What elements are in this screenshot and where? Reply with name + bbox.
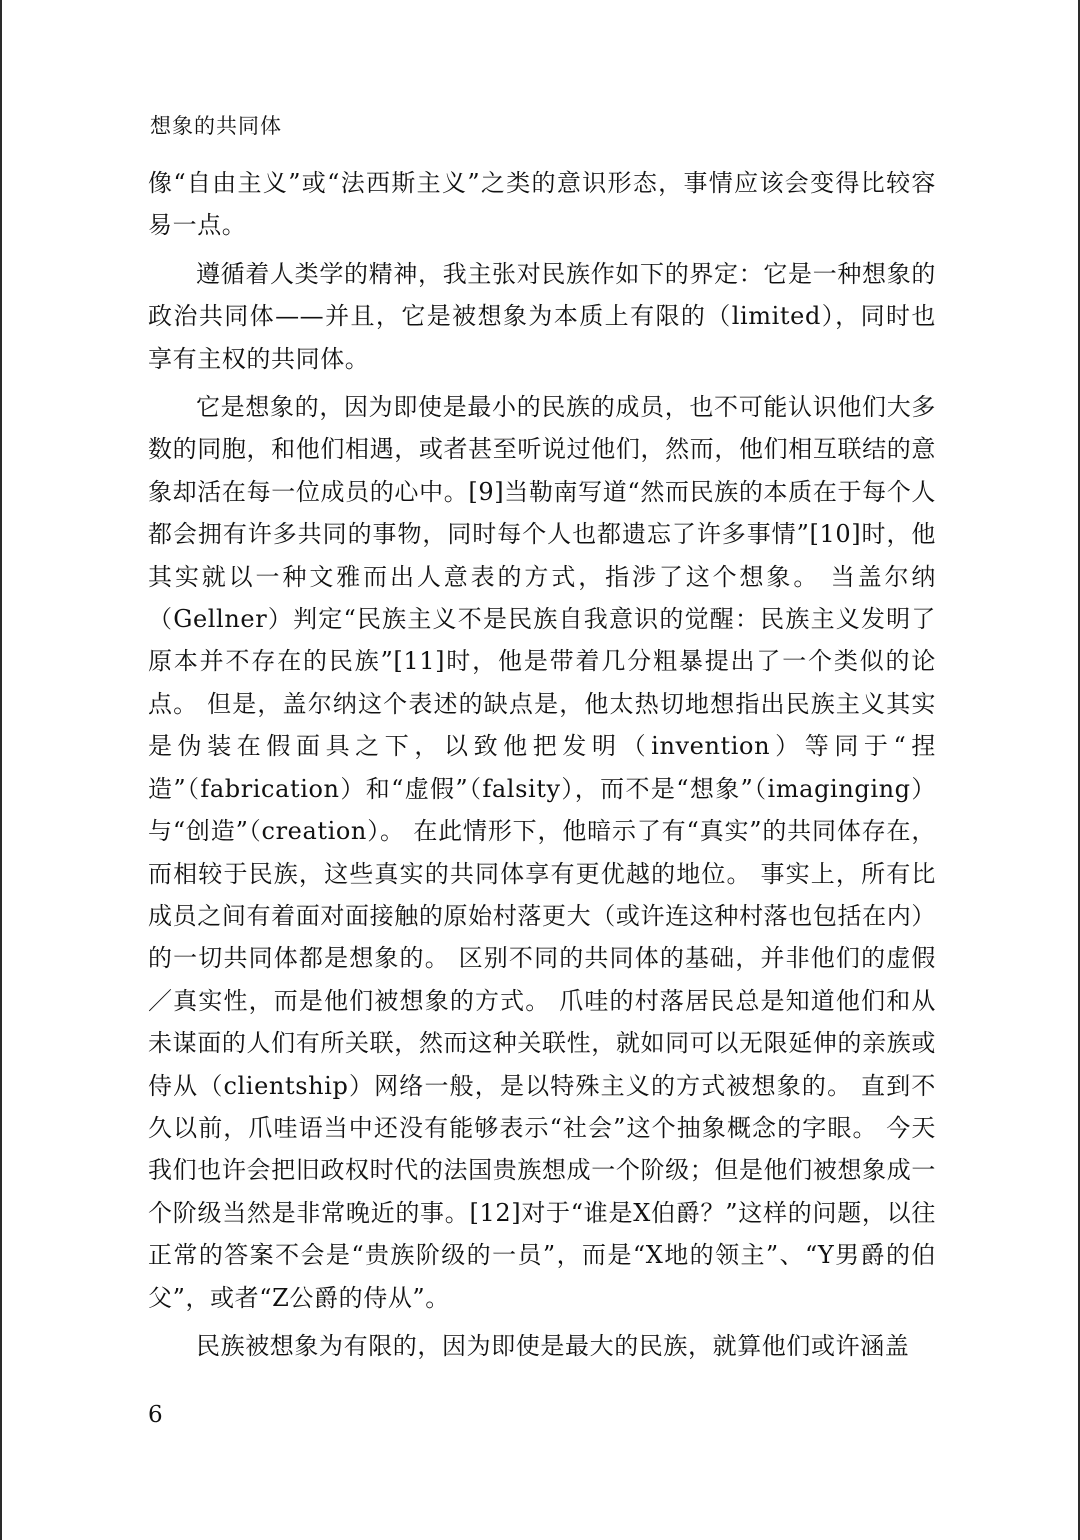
running-head-title: 想象的共同体 [150, 114, 282, 138]
paragraph-limited: 民族被想象为有限的，因为即使是最大的民族，就算他们或许涵盖 [196, 1331, 910, 1360]
page-number: 6 [148, 1402, 163, 1428]
paragraph-continuation: 像“自由主义”或“法西斯主义”之类的意识形态，事情应该会变得比较容易一点。 [148, 169, 936, 240]
paragraph-imagined: 它是想象的，因为即使是最小的民族的成员，也不可能认识他们大多数的同胞，和他们相遇，或者甚至听说过他们，然而，他们相互联结的意象却活在每一位成员的心中。[9]当勒南写道“然而民族的本质在于每个人都会拥有许多共同的事物，同时每个人也都遗忘了许多事情”[10]时，他其实就以一种文雅而出人意表的方式，指涉了这个想象。 当盖尔纳（Gellner）判定“民族主义不是民族自我意识的觉醒：民族主义发明了原本并不存在的民族”[11]时，他是带着几分粗暴提出了一个类似的论点。 但是，盖尔纳这个表述的缺点是，他太热切地想指出民族主义其实是伪装在假面具之下，以致他把发明（invention）等同于“捏造”（fabrication）和“虚假”（falsity），而不是“想象”（imaginging）与“创造”（creation）。 在此情形下，他暗示了有“真实”的共同体存在，而相较于民族，这些真实的共同体享有更优越的地位。 事实上，所有比成员之间有着面对面接触的原始村落更大（或许连这种村落也包括在内）的一切共同体都是想象的。 区别不同的共同体的基础，并非他们的虚假／真实性，而是他们被想象的方式。 爪哇的村落居民总是知道他们和从未谋面的人们有所关联，然而这种关联性，就如同可以无限延伸的亲族或侍从（clientship）网络一般，是以特殊主义的方式被想象的。 直到不久以前，爪哇语当中还没有能够表示“社会”这个抽象概念的字眼。 今天我们也许会把旧政权时代的法国贵族想成一个阶级；但是他们被想象成一个阶级当然是非常晚近的事。[12]对于“谁是X伯爵？”这样的问题，以往正常的答案不会是“贵族阶级的一员”，而是“X地的领主”、“Y男爵的伯父”，或者“Z公爵的侍从”。 [148, 393, 936, 1312]
paragraph-definition: 遵循着人类学的精神，我主张对民族作如下的界定：它是一种想象的政治共同体——并且，它是被想象为本质上有限的（limited），同时也享有主权的共同体。 [148, 259, 936, 373]
scan-edge-left [0, 0, 2, 1540]
page-body [148, 162, 936, 1367]
